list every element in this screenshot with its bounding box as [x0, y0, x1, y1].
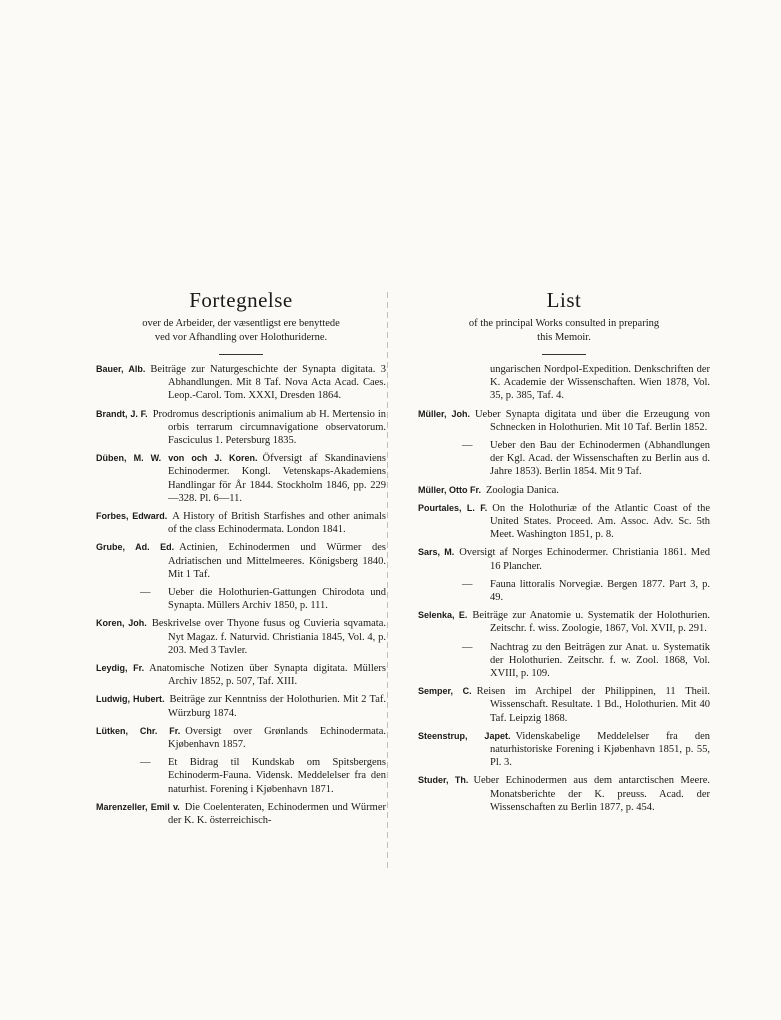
bibliography-entry — [96, 510, 386, 536]
entry-author: Grube, Ad. Ed. — [96, 542, 175, 553]
entry-text: Fauna littoralis Norvegiæ. Bergen 1877. Part 3, p. 49. — [490, 578, 710, 604]
entry-author: Selenka, E. — [418, 610, 468, 621]
bibliography-entry — [418, 408, 710, 434]
entry-text: Oversigt over Grønlands Echinodermata. Kjøbenhavn 1857. — [168, 725, 386, 751]
entry-text: Prodromus descriptionis animalium ab H. Mertensio in orbis terrarum circumnavigatione observatorum. Fasciculus 1. Petersburg 1835. — [152, 408, 386, 447]
right-rule — [542, 354, 586, 355]
bibliography-entry — [96, 617, 386, 657]
bibliography-entry — [418, 685, 710, 725]
bibliography-sub-entry — [418, 439, 710, 479]
bibliography-entry — [96, 541, 386, 581]
entry-author: Düben, M. W. von och J. Koren. — [96, 453, 258, 464]
ditto-dash: — — [140, 757, 151, 769]
bibliography-entry — [96, 363, 386, 403]
left-subtitle-2: ved vor Afhandling over Holothuriderne. — [154, 332, 328, 343]
left-rule — [219, 354, 263, 355]
entry-author: Pourtales, L. F. — [418, 502, 488, 513]
entry-text: On the Holothuriæ of the Atlantic Coast of the United States. Proceed. Am. Assoc. Adv. Sc. 5th Meet. Washington 1851, p. 8. — [490, 502, 710, 541]
entry-text: Nachtrag zu den Beiträgen zur Anat. u. Systematik der Holothurien. Zeitschr. f. w. Zool. 1868, Vol. XVIII, p. 109. — [490, 641, 710, 680]
entry-text: Ueber den Bau der Echinodermen (Abhandlungen der Kgl. Acad. der Wissenschaften zu Berlin aus d. Jahre 1853). Berlin 1854. Mit 9 Taf. — [490, 440, 710, 478]
entry-text: Et Bidrag til Kundskab om Spitsbergens Echinoderm-Fauna. Vidensk. Meddelelser fra den naturhist. Forening i Kjøbenhavn 1871. — [168, 757, 386, 795]
entry-author: Müller, Joh. — [418, 408, 470, 419]
bibliography-entry — [96, 725, 386, 751]
entry-author: Lütken, Chr. Fr. — [96, 725, 181, 736]
entry-text: Ueber Echinodermen aus dem antarctischen Meere. Monatsberichte der K. preuss. Acad. der Wissenschaften zu Berlin 1877, p. 454. — [473, 775, 710, 813]
entry-author: Semper, C. — [418, 686, 472, 697]
ditto-dash: — — [140, 587, 151, 599]
entry-text: Reisen im Archipel der Philippinen, 11 Theil. Wissenschaft. Resultate. 1 Bd., Holothurien. Mit 40 Taf. Leipzig 1868. — [476, 686, 710, 724]
entry-text: Actinien, Echinodermen und Würmer des Adriatischen und Mittelmeeres. Königsberg 1840. Mit 1 Taf. — [168, 542, 387, 580]
bibliography-entry — [96, 452, 386, 505]
right-entries — [418, 408, 710, 814]
entry-author: Ludwig, Hubert. — [96, 694, 165, 705]
entry-text: Zoologia Danica. — [486, 484, 559, 496]
left-subtitle-1: over de Arbeider, der væsentligst ere benyttede — [142, 318, 340, 329]
bibliography-entry — [96, 662, 386, 688]
bibliography-entry — [418, 609, 710, 635]
entry-text: Beiträge zur Anatomie u. Systematik der Holothurien. Zeitschr. f. wiss. Zoologie, 1867, Vol. XVII, p. 291. — [472, 610, 710, 635]
ditto-dash: — — [462, 578, 473, 590]
entry-text: Die Coelenteraten, Echinodermen und Würmer der K. K. österreichisch- — [168, 801, 386, 827]
left-title: Fortegnelse — [189, 288, 293, 312]
entry-author: Marenzeller, Emil v. — [96, 801, 180, 812]
entry-author: Studer, Th. — [418, 775, 469, 786]
bibliography-entry — [418, 774, 710, 814]
right-continuation: ungarischen Nordpol-Expedition. Denkschriften der K. Academie der Wissenschaften. Wien 1878, Vol. 35, p. 385, Taf. 4. — [490, 364, 710, 402]
entry-text: Videnskabelige Meddelelser fra den naturhistoriske Forening i Kjøbenhavn 1851, p. 55, Pl. 3. — [490, 730, 710, 769]
entry-author: Bauer, Alb. — [96, 364, 146, 374]
entry-author: Leydig, Fr. — [96, 663, 145, 674]
bibliography-entry — [96, 693, 386, 719]
entry-text: Beiträge zur Naturgeschichte der Synapta digitata. 3 Abhandlungen. Mit 8 Taf. Nova Acta Acad. Caes. Leop.-Carol. Tom. XXXI, Dresden 1864. — [150, 364, 386, 402]
entry-author: Steenstrup, Japet. — [418, 730, 511, 741]
bibliography-sub-entry — [418, 641, 710, 681]
right-column — [418, 288, 710, 819]
entry-text: Anatomische Notizen über Synapta digitata. Müllers Archiv 1852, p. 507, Taf. XIII. — [149, 663, 386, 688]
ditto-dash: — — [462, 440, 473, 452]
right-subtitle-2: this Memoir. — [537, 332, 591, 343]
left-entries — [96, 363, 386, 827]
left-column — [96, 288, 386, 832]
column-divider — [387, 292, 388, 872]
bibliography-sub-entry — [418, 578, 710, 604]
entry-text: Öfversigt af Skandinaviens Echinodermer. Kongl. Vetenskaps-Akademiens Handlingar för År 1844. Stockholm 1846, pp. 229—328. Pl. 6—11. — [168, 453, 386, 504]
ditto-dash: — — [462, 641, 473, 653]
entry-text: Beiträge zur Kenntniss der Holothurien. Mit 2 Taf. Würzburg 1874. — [168, 694, 386, 719]
entry-text: Beskrivelse over Thyone fusus og Cuvieria sqvamata. Nyt Magaz. f. Naturvid. Christiania 1845, Vol. 4, p. 203. Med 3 Tavler. — [151, 618, 386, 656]
bibliography-entry — [418, 502, 710, 542]
entry-text: Ueber die Holothurien-Gattungen Chirodota und Synapta. Müllers Archiv 1850, p. 111. — [168, 587, 386, 612]
bibliography-entry — [418, 484, 710, 497]
bibliography-sub-entry — [96, 756, 386, 796]
entry-author: Forbes, Edward. — [96, 511, 168, 522]
entry-text: A History of British Starfishes and other animals of the class Echinodermata. London 1841. — [168, 511, 386, 536]
right-title: List — [546, 288, 582, 312]
entry-author: Müller, Otto Fr. — [418, 484, 482, 495]
entry-text: Oversigt af Norges Echinodermer. Christiania 1861. Med 16 Plancher. — [459, 547, 710, 572]
entry-author: Koren, Joh. — [96, 618, 147, 629]
bibliography-entry — [418, 730, 710, 770]
entry-text: Ueber Synapta digitata und über die Erzeugung von Schnecken in Holothurien. Mit 10 Taf. Berlin 1852. — [474, 408, 710, 433]
bibliography-entry — [418, 546, 710, 572]
entry-author: Sars, M. — [418, 547, 455, 558]
bibliography-entry — [96, 801, 386, 827]
bibliography-entry — [96, 408, 386, 448]
bibliography-sub-entry — [96, 586, 386, 612]
entry-author: Brandt, J. F. — [96, 408, 148, 419]
right-subtitle-1: of the principal Works consulted in preparing — [468, 318, 660, 329]
